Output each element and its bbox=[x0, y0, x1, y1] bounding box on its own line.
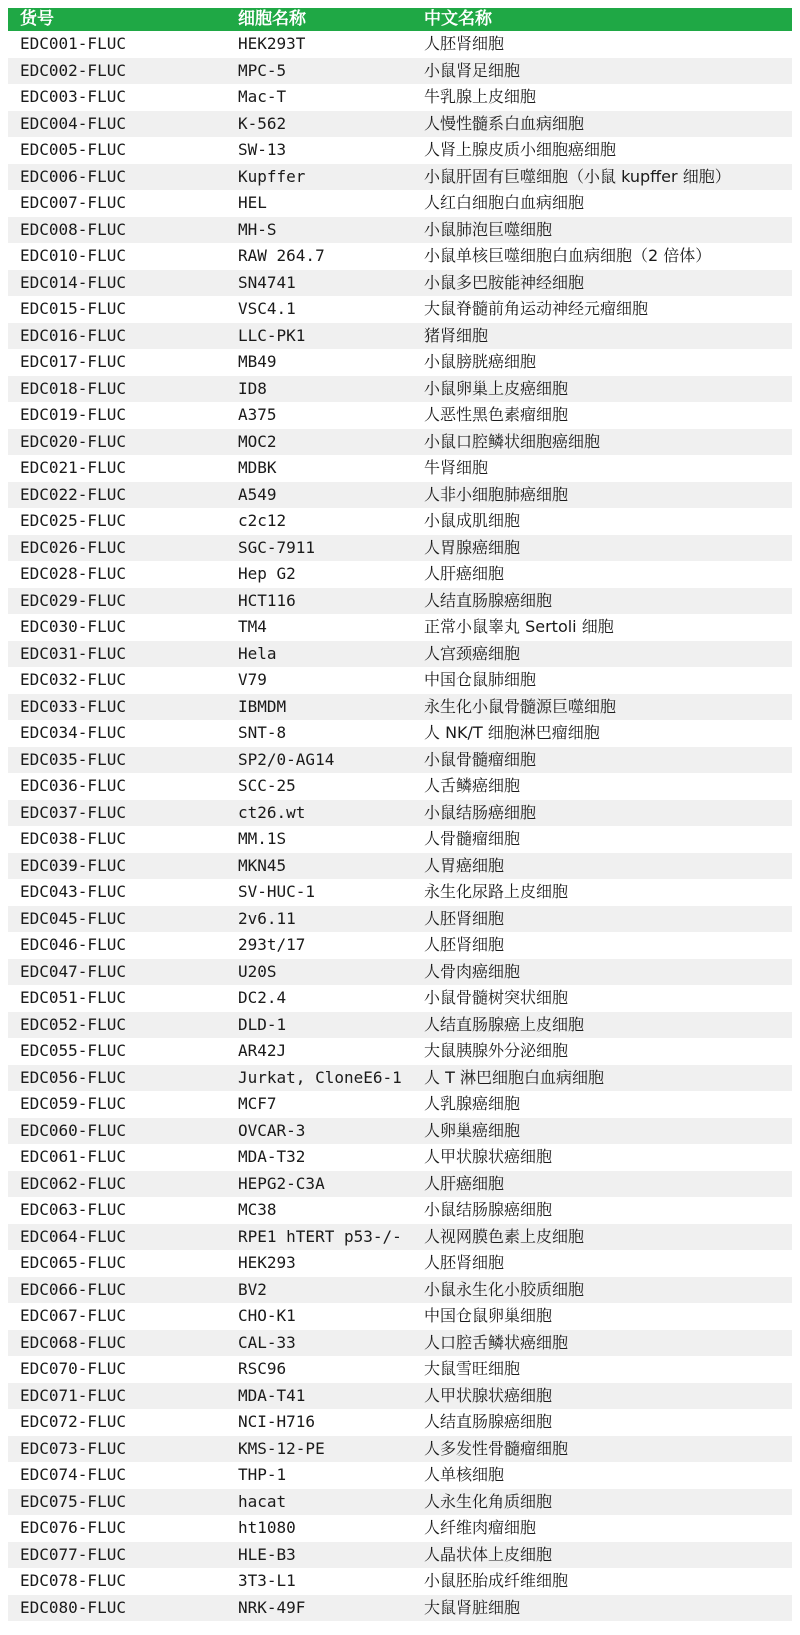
cell-name-cell: Kupffer bbox=[224, 164, 410, 191]
cell-name-cell: 3T3-L1 bbox=[224, 1568, 410, 1595]
chinese-name-cell: 人乳腺癌细胞 bbox=[410, 1091, 792, 1118]
chinese-name-cell: 人口腔舌鳞状癌细胞 bbox=[410, 1330, 792, 1357]
catalog-number-cell: EDC007-FLUC bbox=[8, 190, 224, 217]
table-row bbox=[8, 1038, 792, 1065]
cell-name-cell: MKN45 bbox=[224, 853, 410, 880]
table-row bbox=[8, 455, 792, 482]
catalog-number-cell: EDC075-FLUC bbox=[8, 1489, 224, 1516]
catalog-number-cell: EDC076-FLUC bbox=[8, 1515, 224, 1542]
chinese-name-cell: 小鼠骨髓瘤细胞 bbox=[410, 747, 792, 774]
catalog-number-cell: EDC032-FLUC bbox=[8, 667, 224, 694]
chinese-name-cell: 猪肾细胞 bbox=[410, 323, 792, 350]
chinese-name-cell: 人胚肾细胞 bbox=[410, 932, 792, 959]
cell-name-cell: A375 bbox=[224, 402, 410, 429]
catalog-number-cell: EDC073-FLUC bbox=[8, 1436, 224, 1463]
header-chinese-name: 中文名称 bbox=[410, 8, 792, 31]
table-row bbox=[8, 1277, 792, 1304]
catalog-number-cell: EDC074-FLUC bbox=[8, 1462, 224, 1489]
table-row bbox=[8, 1489, 792, 1516]
cell-name-cell: THP-1 bbox=[224, 1462, 410, 1489]
catalog-number-cell: EDC035-FLUC bbox=[8, 747, 224, 774]
cell-name-cell: 2v6.11 bbox=[224, 906, 410, 933]
chinese-name-cell: 人甲状腺状癌细胞 bbox=[410, 1383, 792, 1410]
cell-name-cell: RAW 264.7 bbox=[224, 243, 410, 270]
catalog-number-cell: EDC015-FLUC bbox=[8, 296, 224, 323]
cell-name-cell: MM.1S bbox=[224, 826, 410, 853]
catalog-number-cell: EDC001-FLUC bbox=[8, 31, 224, 58]
cell-name-cell: RPE1 hTERT p53-/- bbox=[224, 1224, 410, 1251]
table-row bbox=[8, 58, 792, 85]
catalog-number-cell: EDC037-FLUC bbox=[8, 800, 224, 827]
table-row bbox=[8, 1462, 792, 1489]
catalog-number-cell: EDC029-FLUC bbox=[8, 588, 224, 615]
catalog-number-cell: EDC066-FLUC bbox=[8, 1277, 224, 1304]
catalog-number-cell: EDC077-FLUC bbox=[8, 1542, 224, 1569]
cell-name-cell: AR42J bbox=[224, 1038, 410, 1065]
table-row bbox=[8, 694, 792, 721]
table-row bbox=[8, 1356, 792, 1383]
chinese-name-cell: 小鼠膀胱癌细胞 bbox=[410, 349, 792, 376]
catalog-number-cell: EDC061-FLUC bbox=[8, 1144, 224, 1171]
table-row bbox=[8, 747, 792, 774]
catalog-number-cell: EDC059-FLUC bbox=[8, 1091, 224, 1118]
chinese-name-cell: 小鼠肾足细胞 bbox=[410, 58, 792, 85]
table-row bbox=[8, 31, 792, 58]
table-row bbox=[8, 1330, 792, 1357]
table-row bbox=[8, 164, 792, 191]
catalog-number-cell: EDC019-FLUC bbox=[8, 402, 224, 429]
table-row bbox=[8, 800, 792, 827]
cell-name-cell: Hela bbox=[224, 641, 410, 668]
cell-name-cell: SW-13 bbox=[224, 137, 410, 164]
cell-name-cell: HEL bbox=[224, 190, 410, 217]
table-row bbox=[8, 1595, 792, 1622]
catalog-number-cell: EDC010-FLUC bbox=[8, 243, 224, 270]
cell-name-cell: MDBK bbox=[224, 455, 410, 482]
chinese-name-cell: 人结直肠腺癌细胞 bbox=[410, 588, 792, 615]
chinese-name-cell: 人骨肉癌细胞 bbox=[410, 959, 792, 986]
table-row bbox=[8, 376, 792, 403]
catalog-number-cell: EDC068-FLUC bbox=[8, 1330, 224, 1357]
table-row bbox=[8, 1118, 792, 1145]
catalog-number-cell: EDC026-FLUC bbox=[8, 535, 224, 562]
catalog-number-cell: EDC038-FLUC bbox=[8, 826, 224, 853]
catalog-number-cell: EDC065-FLUC bbox=[8, 1250, 224, 1277]
cell-name-cell: SCC-25 bbox=[224, 773, 410, 800]
catalog-number-cell: EDC046-FLUC bbox=[8, 932, 224, 959]
catalog-number-cell: EDC060-FLUC bbox=[8, 1118, 224, 1145]
cell-name-cell: LLC-PK1 bbox=[224, 323, 410, 350]
chinese-name-cell: 牛乳腺上皮细胞 bbox=[410, 84, 792, 111]
chinese-name-cell: 中国仓鼠卵巢细胞 bbox=[410, 1303, 792, 1330]
table-row bbox=[8, 482, 792, 509]
chinese-name-cell: 小鼠骨髓树突状细胞 bbox=[410, 985, 792, 1012]
table-row bbox=[8, 190, 792, 217]
chinese-name-cell: 小鼠成肌细胞 bbox=[410, 508, 792, 535]
cell-name-cell: HEK293T bbox=[224, 31, 410, 58]
table-row bbox=[8, 429, 792, 456]
cell-name-cell: KMS-12-PE bbox=[224, 1436, 410, 1463]
cell-name-cell: MDA-T32 bbox=[224, 1144, 410, 1171]
catalog-number-cell: EDC002-FLUC bbox=[8, 58, 224, 85]
table-row bbox=[8, 323, 792, 350]
chinese-name-cell: 人结直肠腺癌细胞 bbox=[410, 1409, 792, 1436]
chinese-name-cell: 大鼠雪旺细胞 bbox=[410, 1356, 792, 1383]
catalog-number-cell: EDC020-FLUC bbox=[8, 429, 224, 456]
table-row bbox=[8, 1515, 792, 1542]
cell-name-cell: ID8 bbox=[224, 376, 410, 403]
table-row bbox=[8, 906, 792, 933]
cell-line-table bbox=[8, 8, 792, 1621]
catalog-number-cell: EDC033-FLUC bbox=[8, 694, 224, 721]
header-catalog-number: 货号 bbox=[8, 8, 224, 31]
chinese-name-cell: 小鼠肺泡巨噬细胞 bbox=[410, 217, 792, 244]
chinese-name-cell: 人永生化角质细胞 bbox=[410, 1489, 792, 1516]
catalog-number-cell: EDC072-FLUC bbox=[8, 1409, 224, 1436]
chinese-name-cell: 永生化小鼠骨髓源巨噬细胞 bbox=[410, 694, 792, 721]
cell-name-cell: HEPG2-C3A bbox=[224, 1171, 410, 1198]
chinese-name-cell: 永生化尿路上皮细胞 bbox=[410, 879, 792, 906]
header-row bbox=[8, 8, 792, 31]
table-row bbox=[8, 1065, 792, 1092]
catalog-number-cell: EDC047-FLUC bbox=[8, 959, 224, 986]
cell-name-cell: NRK-49F bbox=[224, 1595, 410, 1622]
table-row bbox=[8, 667, 792, 694]
cell-name-cell: ht1080 bbox=[224, 1515, 410, 1542]
chinese-name-cell: 小鼠口腔鳞状细胞癌细胞 bbox=[410, 429, 792, 456]
table-row bbox=[8, 826, 792, 853]
catalog-number-cell: EDC039-FLUC bbox=[8, 853, 224, 880]
cell-name-cell: SP2/0-AG14 bbox=[224, 747, 410, 774]
catalog-number-cell: EDC080-FLUC bbox=[8, 1595, 224, 1622]
catalog-number-cell: EDC018-FLUC bbox=[8, 376, 224, 403]
chinese-name-cell: 大鼠胰腺外分泌细胞 bbox=[410, 1038, 792, 1065]
chinese-name-cell: 人骨髓瘤细胞 bbox=[410, 826, 792, 853]
catalog-number-cell: EDC045-FLUC bbox=[8, 906, 224, 933]
catalog-number-cell: EDC043-FLUC bbox=[8, 879, 224, 906]
cell-name-cell: SN4741 bbox=[224, 270, 410, 297]
table-row bbox=[8, 985, 792, 1012]
catalog-number-cell: EDC028-FLUC bbox=[8, 561, 224, 588]
cell-name-cell: DC2.4 bbox=[224, 985, 410, 1012]
chinese-name-cell: 人肝癌细胞 bbox=[410, 561, 792, 588]
table-row bbox=[8, 270, 792, 297]
chinese-name-cell: 人慢性髓系白血病细胞 bbox=[410, 111, 792, 138]
cell-name-cell: MC38 bbox=[224, 1197, 410, 1224]
chinese-name-cell: 大鼠肾脏细胞 bbox=[410, 1595, 792, 1622]
catalog-number-cell: EDC017-FLUC bbox=[8, 349, 224, 376]
catalog-number-cell: EDC030-FLUC bbox=[8, 614, 224, 641]
cell-line-table-container bbox=[8, 8, 792, 1621]
cell-name-cell: MPC-5 bbox=[224, 58, 410, 85]
chinese-name-cell: 人卵巢癌细胞 bbox=[410, 1118, 792, 1145]
cell-name-cell: K-562 bbox=[224, 111, 410, 138]
chinese-name-cell: 人晶状体上皮细胞 bbox=[410, 1542, 792, 1569]
catalog-number-cell: EDC067-FLUC bbox=[8, 1303, 224, 1330]
chinese-name-cell: 人宫颈癌细胞 bbox=[410, 641, 792, 668]
chinese-name-cell: 牛肾细胞 bbox=[410, 455, 792, 482]
cell-name-cell: A549 bbox=[224, 482, 410, 509]
table-row bbox=[8, 349, 792, 376]
cell-name-cell: MDA-T41 bbox=[224, 1383, 410, 1410]
cell-name-cell: U20S bbox=[224, 959, 410, 986]
catalog-number-cell: EDC055-FLUC bbox=[8, 1038, 224, 1065]
table-row bbox=[8, 402, 792, 429]
chinese-name-cell: 小鼠卵巢上皮癌细胞 bbox=[410, 376, 792, 403]
cell-name-cell: MB49 bbox=[224, 349, 410, 376]
table-row bbox=[8, 853, 792, 880]
chinese-name-cell: 人胚肾细胞 bbox=[410, 1250, 792, 1277]
catalog-number-cell: EDC064-FLUC bbox=[8, 1224, 224, 1251]
table-row bbox=[8, 879, 792, 906]
cell-name-cell: Hep G2 bbox=[224, 561, 410, 588]
cell-name-cell: OVCAR-3 bbox=[224, 1118, 410, 1145]
chinese-name-cell: 人单核细胞 bbox=[410, 1462, 792, 1489]
cell-name-cell: V79 bbox=[224, 667, 410, 694]
cell-name-cell: Mac-T bbox=[224, 84, 410, 111]
chinese-name-cell: 小鼠多巴胺能神经细胞 bbox=[410, 270, 792, 297]
chinese-name-cell: 人胃癌细胞 bbox=[410, 853, 792, 880]
table-row bbox=[8, 111, 792, 138]
catalog-number-cell: EDC004-FLUC bbox=[8, 111, 224, 138]
catalog-number-cell: EDC008-FLUC bbox=[8, 217, 224, 244]
chinese-name-cell: 人胚肾细胞 bbox=[410, 906, 792, 933]
table-row bbox=[8, 1091, 792, 1118]
chinese-name-cell: 人甲状腺状癌细胞 bbox=[410, 1144, 792, 1171]
catalog-number-cell: EDC014-FLUC bbox=[8, 270, 224, 297]
catalog-number-cell: EDC063-FLUC bbox=[8, 1197, 224, 1224]
cell-name-cell: BV2 bbox=[224, 1277, 410, 1304]
cell-name-cell: MCF7 bbox=[224, 1091, 410, 1118]
chinese-name-cell: 人胚肾细胞 bbox=[410, 31, 792, 58]
cell-name-cell: hacat bbox=[224, 1489, 410, 1516]
catalog-number-cell: EDC062-FLUC bbox=[8, 1171, 224, 1198]
catalog-number-cell: EDC021-FLUC bbox=[8, 455, 224, 482]
catalog-number-cell: EDC031-FLUC bbox=[8, 641, 224, 668]
header-cell-name: 细胞名称 bbox=[224, 8, 410, 31]
table-row bbox=[8, 641, 792, 668]
chinese-name-cell: 人非小细胞肺癌细胞 bbox=[410, 482, 792, 509]
cell-name-cell: TM4 bbox=[224, 614, 410, 641]
table-row bbox=[8, 1224, 792, 1251]
catalog-number-cell: EDC056-FLUC bbox=[8, 1065, 224, 1092]
cell-name-cell: HLE-B3 bbox=[224, 1542, 410, 1569]
table-row bbox=[8, 1171, 792, 1198]
table-body bbox=[8, 31, 792, 1621]
table-row bbox=[8, 1303, 792, 1330]
table-row bbox=[8, 1542, 792, 1569]
table-row bbox=[8, 1568, 792, 1595]
table-row bbox=[8, 1436, 792, 1463]
table-row bbox=[8, 614, 792, 641]
table-row bbox=[8, 296, 792, 323]
chinese-name-cell: 正常小鼠睾丸 Sertoli 细胞 bbox=[410, 614, 792, 641]
table-row bbox=[8, 84, 792, 111]
table-row bbox=[8, 1012, 792, 1039]
cell-name-cell: Jurkat, CloneE6-1 bbox=[224, 1065, 410, 1092]
table-row bbox=[8, 1383, 792, 1410]
table-row bbox=[8, 1144, 792, 1171]
cell-name-cell: 293t/17 bbox=[224, 932, 410, 959]
cell-name-cell: NCI-H716 bbox=[224, 1409, 410, 1436]
chinese-name-cell: 人视网膜色素上皮细胞 bbox=[410, 1224, 792, 1251]
table-row bbox=[8, 561, 792, 588]
chinese-name-cell: 小鼠永生化小胶质细胞 bbox=[410, 1277, 792, 1304]
catalog-number-cell: EDC052-FLUC bbox=[8, 1012, 224, 1039]
cell-name-cell: CHO-K1 bbox=[224, 1303, 410, 1330]
chinese-name-cell: 大鼠脊髓前角运动神经元瘤细胞 bbox=[410, 296, 792, 323]
chinese-name-cell: 人纤维肉瘤细胞 bbox=[410, 1515, 792, 1542]
table-row bbox=[8, 137, 792, 164]
cell-name-cell: DLD-1 bbox=[224, 1012, 410, 1039]
cell-name-cell: HEK293 bbox=[224, 1250, 410, 1277]
table-row bbox=[8, 508, 792, 535]
cell-name-cell: VSC4.1 bbox=[224, 296, 410, 323]
cell-name-cell: SNT-8 bbox=[224, 720, 410, 747]
chinese-name-cell: 人胃腺癌细胞 bbox=[410, 535, 792, 562]
cell-name-cell: ct26.wt bbox=[224, 800, 410, 827]
catalog-number-cell: EDC051-FLUC bbox=[8, 985, 224, 1012]
cell-name-cell: MH-S bbox=[224, 217, 410, 244]
catalog-number-cell: EDC070-FLUC bbox=[8, 1356, 224, 1383]
catalog-number-cell: EDC016-FLUC bbox=[8, 323, 224, 350]
catalog-number-cell: EDC036-FLUC bbox=[8, 773, 224, 800]
chinese-name-cell: 小鼠肝固有巨噬细胞（小鼠 kupffer 细胞） bbox=[410, 164, 792, 191]
table-row bbox=[8, 773, 792, 800]
chinese-name-cell: 人舌鳞癌细胞 bbox=[410, 773, 792, 800]
chinese-name-cell: 人 T 淋巴细胞白血病细胞 bbox=[410, 1065, 792, 1092]
cell-name-cell: SV-HUC-1 bbox=[224, 879, 410, 906]
table-row bbox=[8, 588, 792, 615]
table-row bbox=[8, 1250, 792, 1277]
chinese-name-cell: 人肝癌细胞 bbox=[410, 1171, 792, 1198]
table-row bbox=[8, 1197, 792, 1224]
table-row bbox=[8, 217, 792, 244]
chinese-name-cell: 人肾上腺皮质小细胞癌细胞 bbox=[410, 137, 792, 164]
table-row bbox=[8, 243, 792, 270]
catalog-number-cell: EDC025-FLUC bbox=[8, 508, 224, 535]
chinese-name-cell: 小鼠结肠癌细胞 bbox=[410, 800, 792, 827]
table-header bbox=[8, 8, 792, 31]
catalog-number-cell: EDC034-FLUC bbox=[8, 720, 224, 747]
table-row bbox=[8, 1409, 792, 1436]
catalog-number-cell: EDC005-FLUC bbox=[8, 137, 224, 164]
table-row bbox=[8, 720, 792, 747]
catalog-number-cell: EDC071-FLUC bbox=[8, 1383, 224, 1410]
catalog-number-cell: EDC006-FLUC bbox=[8, 164, 224, 191]
cell-name-cell: IBMDM bbox=[224, 694, 410, 721]
catalog-number-cell: EDC078-FLUC bbox=[8, 1568, 224, 1595]
catalog-number-cell: EDC022-FLUC bbox=[8, 482, 224, 509]
cell-name-cell: CAL-33 bbox=[224, 1330, 410, 1357]
catalog-number-cell: EDC003-FLUC bbox=[8, 84, 224, 111]
cell-name-cell: SGC-7911 bbox=[224, 535, 410, 562]
cell-name-cell: c2c12 bbox=[224, 508, 410, 535]
table-row bbox=[8, 932, 792, 959]
chinese-name-cell: 人红白细胞白血病细胞 bbox=[410, 190, 792, 217]
table-row bbox=[8, 959, 792, 986]
cell-name-cell: HCT116 bbox=[224, 588, 410, 615]
chinese-name-cell: 中国仓鼠肺细胞 bbox=[410, 667, 792, 694]
chinese-name-cell: 人多发性骨髓瘤细胞 bbox=[410, 1436, 792, 1463]
chinese-name-cell: 小鼠结肠腺癌细胞 bbox=[410, 1197, 792, 1224]
cell-name-cell: MOC2 bbox=[224, 429, 410, 456]
chinese-name-cell: 小鼠单核巨噬细胞白血病细胞（2 倍体） bbox=[410, 243, 792, 270]
table-row bbox=[8, 535, 792, 562]
cell-name-cell: RSC96 bbox=[224, 1356, 410, 1383]
chinese-name-cell: 小鼠胚胎成纤维细胞 bbox=[410, 1568, 792, 1595]
chinese-name-cell: 人 NK/T 细胞淋巴瘤细胞 bbox=[410, 720, 792, 747]
chinese-name-cell: 人恶性黑色素瘤细胞 bbox=[410, 402, 792, 429]
chinese-name-cell: 人结直肠腺癌上皮细胞 bbox=[410, 1012, 792, 1039]
